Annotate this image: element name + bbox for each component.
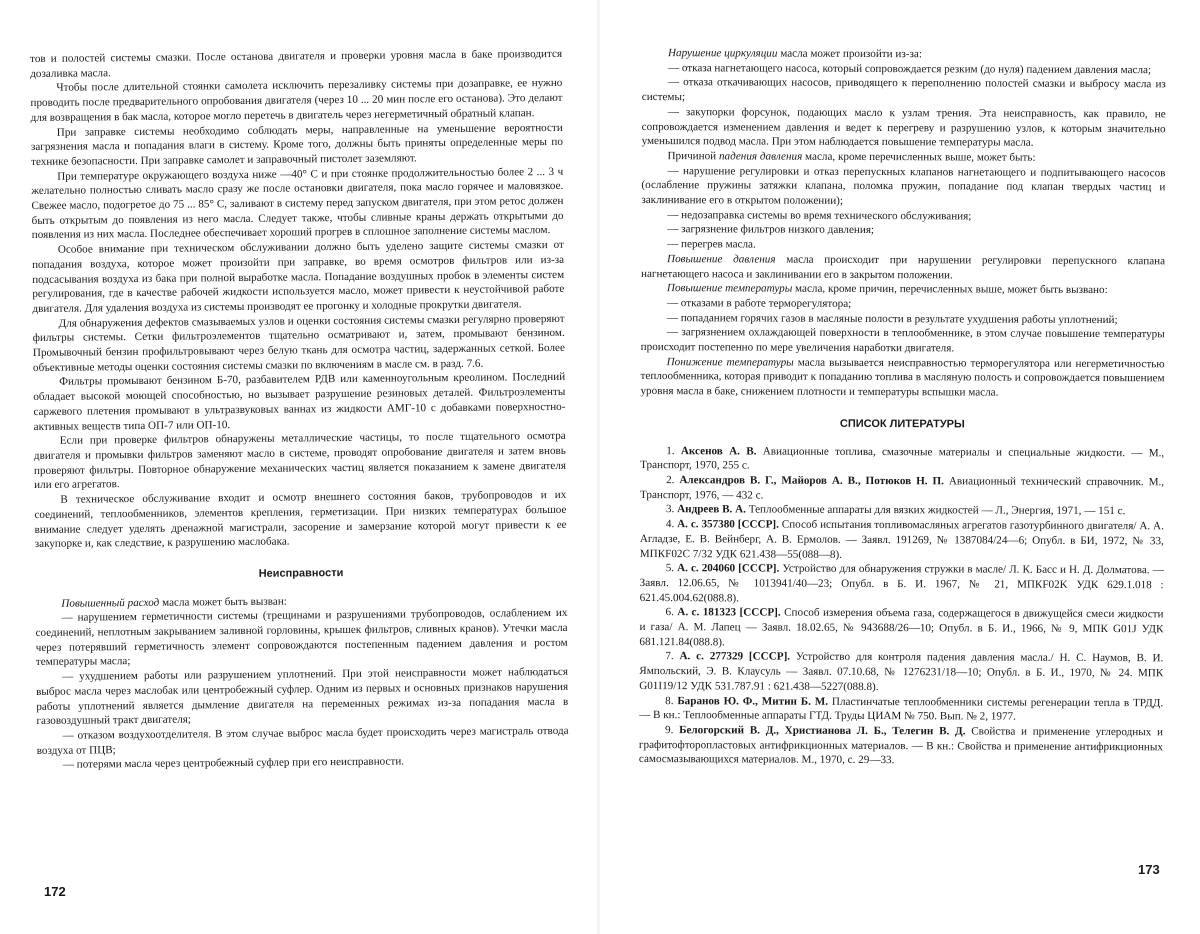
paragraph-text: масла может произойти из-за:	[777, 47, 922, 61]
paragraph: Для обнаружения дефектов смазываемых узлов и оценки состояния системы смазки регулярно проверяют фильтры системы. Сетки фильтроэлементов тщательно осматривают и, затем, промывают бензином. Промывочный бензин профильтровывают через белую ткань для осмотра частиц, задержанных сеткой. Более объективные методы оценки состояния системы смазки по включениям в масле см. в разд. 7.6.	[32, 312, 565, 374]
page-number-right: 173	[1138, 862, 1160, 877]
reference-text: Способ испытания топливомасляных агрегатов газотурбинного двигателя/ А. А. Агладзе, Е. В. Вейнберг, А. В. Ермолов. — Заявл. 191269, № 1387084/24—6; Опубл. в БИ, 1972, № 33, МПКF02C 7/32 УДК 621.438—55(088—8).	[639, 518, 1164, 561]
reference-number: 7.	[665, 650, 680, 663]
paragraph-lead: Причиной	[667, 150, 719, 163]
italic-term: Понижение температуры	[666, 355, 794, 369]
reference-item	[640, 561, 1164, 607]
italic-term: Нарушение циркуляции	[667, 47, 778, 60]
paragraph: Чтобы после длительной стоянки самолета исключить перезаливку системы при дозаправке, ее нужно проводить после предварительного опробования двигателя (через 10 ... 20 мин после его останова). Это делают для возвращения в бак масла, которое могло перетечь в двигатель через негерметичный обратный клапан.	[30, 77, 563, 124]
paragraph: В техническое обслуживание входит и осмотр внешнего состояния баков, трубопроводов и их соединений, теплообменников, элементов крепления, герметизации. При низких температурах большое внимание следует уделять дренажной магистрали, засорение и замерзание которой могут привести к ее закупорке и, как следствие, к разрушению маслобака.	[34, 488, 567, 551]
reference-item	[640, 517, 1164, 563]
reference-author: А. с. 181323 [СССР].	[677, 606, 781, 619]
paragraph	[641, 252, 1165, 284]
paragraph: — попаданием горячих газов в масляные полости в результате ухудшения работы уплотнений;	[666, 311, 1118, 326]
reference-number: 9.	[664, 724, 680, 737]
section-heading-faults: Неисправности	[258, 566, 344, 580]
reference-number: 4.	[665, 518, 678, 531]
paragraph-text: масла может быть вызван:	[159, 595, 287, 609]
section-heading-references: СПИСОК ЛИТЕРАТУРЫ	[839, 417, 965, 431]
paragraph: При заправке системы необходимо соблюдать меры, направленные на уменьшение вероятности загрязнения масла и попадания влаги в систему. Кроме того, должны быть приняты определенные меры по технике безопасности. При заправке самолет и заправочный пистолет заземляют.	[30, 121, 563, 168]
reference-number: 2.	[666, 474, 680, 487]
paragraph-text: масла вызывается неисправностью терморегулятора или негерметичностью теплообменника, которая приводит к попаданию топлива в масляную полость и сопровождается повышением уровня масла в баке, снижением плотности и температуры вспышки масла.	[640, 356, 1165, 399]
reference-item	[639, 723, 1163, 769]
reference-author: Баранов Ю. Ф., Митин Б. М.	[677, 694, 829, 708]
paragraph: — загрязнение фильтров низкого давления;	[667, 223, 875, 237]
paragraph-text: масла, кроме причин, перечисленных выше, может быть вызвано:	[792, 282, 1108, 297]
paragraph: — отказа нагнетающего насоса, который сопровождается резким (до нуля) падением давления масла;	[667, 61, 1152, 76]
fault-paragraph: — нарушением герметичности системы (трещинами и разрушениями трубопроводов, ослаблением их соединений, неплотным закрыванием заливной горловины, крышек фильтров, сливных кранов). Утечки масла через потерявший герметичность элемент сопровождаются постепенным падением давления и ростом температуры масла;	[35, 607, 568, 669]
paragraph: — недозаправка системы во время технического обслуживания;	[667, 208, 972, 223]
fault-paragraph: — потерями масла через центробежный суфлер при его неисправности.	[62, 755, 405, 772]
reference-author: А. с. 277329 [СССР].	[679, 650, 791, 664]
reference-text: Авиационный технический справочник. М., Транспорт, 1976, — 432 с.	[640, 475, 1165, 502]
reference-author: А. с. 204060 [СССР].	[677, 562, 780, 575]
reference-item	[639, 694, 1163, 726]
italic-term: Повышенный расход	[61, 596, 160, 610]
reference-author: Андреев В. А.	[677, 503, 746, 516]
italic-term: Повышение давления	[667, 252, 776, 266]
reference-author: Аксенов А. В.	[680, 444, 757, 458]
reference-item	[639, 649, 1163, 695]
paragraph: Фильтры промывают бензином Б-70, разбавителем РДВ или каменноугольным креолином. Последний обладает высокой моющей способностью, но вызывает разрушение резиновых деталей. Фильтроэлементы саржевого плетения промывают в ультразвуковых ваннах из жидкости АМГ-10 с добавками поверхностно-активных веществ типа ОП-7 или ОП-10.	[33, 371, 566, 433]
reference-number: 8.	[665, 694, 678, 707]
reference-author: Александров В. Г., Майоров А. В., Потюков Н. П.	[679, 474, 944, 488]
paragraph: Особое внимание при техническом обслуживании должно быть уделено защите системы смазки от попадания воздуха, которое может произойти при заправке, во время осмотров фильтров или из-за подсасывания воздуха из бака при полной выработке масла. Попадание воздушных пробок в элементы систем регулирования, где в качестве рабочей жидкости используется масло, может привести к неустойчивой работе двигателя. Для удаления воздуха из системы производят ее прогонку и холодные прокрутки двигателя.	[31, 239, 565, 315]
paragraph: — перегрев масла.	[667, 238, 756, 251]
italic-term: падения давления	[718, 150, 803, 163]
fault-paragraph: — ухудшением работы или разрушением уплотнений. При этой неисправности может наблюдаться выброс масла через маслобак или центробежный суфлер. Одним из первых и основных признаков нарушения работы уплотнений является дымление двигателя на переменных режимах из-за попадания масла в газовоздушный тракт двигателя;	[36, 665, 569, 728]
reference-item	[640, 473, 1164, 505]
page-number-left: 172	[44, 884, 66, 899]
reference-author: Белогорский В. Д., Христианова Л. Б., Телегин В. Д.	[679, 724, 966, 738]
reference-text: Авиационные топлива, смазочные материалы и специальные жидкости. — М., Транспорт, 1970, 255 с.	[640, 445, 1165, 472]
reference-text: Теплообменные аппараты для вязких жидкостей — Л., Энергия, 1971, — 151 с.	[745, 503, 1126, 518]
paragraph: — закупорки форсунок, подающих масло к узлам трения. Эта неисправность, как правило, не сопровождается изменением давления и ведет к перегреву и разрушению узлов, к которым значительно уменьшился подвод масла. При этом наблюдается повышение температуры масла.	[641, 105, 1166, 149]
paragraph: — загрязнением охлаждающей поверхности в теплообменнике, в этом случае повышение температуры происходит постепенно по мере увеличения наработки двигателя.	[640, 326, 1165, 355]
paragraph: — отказами в работе терморегулятора;	[666, 297, 852, 310]
reference-number: 6.	[665, 606, 678, 619]
reference-text: Устройство для обнаружения стружки в масле/ Л. К. Басс и Н. Д. Долматова. — Заявл. 12.06.65, № 1013941/40—23; Опубл. в Б. И. 1967, № 21, МПКF02K УДК 629.1.018 : 621.45.004.62(088.8).	[639, 562, 1164, 605]
right-column	[639, 46, 1166, 769]
paragraph: Если при проверке фильтров обнаружены металлические частицы, то после тщательного осмотра двигателя и промывки фильтров заменяют масло в системе, проводят опробование двигателя и затем вновь проверяют фильтры. Повторное обнаружение механических частиц является показанием к замене двигателя или его агрегатов.	[33, 430, 567, 492]
paragraph: — отказа откачивающих насосов, приводящего к переполнению полостей смазки и выбросу масла из системы;	[641, 76, 1166, 104]
reference-number: 3.	[665, 503, 678, 516]
page-left	[0, 0, 598, 934]
left-column	[30, 47, 569, 773]
paragraph: тов и полостей системы смазки. После останова двигателя и проверки уровня масла в баке производится дозаливка масла.	[30, 47, 563, 80]
reference-text: Пластинчатые теплообменники системы регенерации тепла в ТРДД. — В кн.: Теплообменные аппараты ГТД. Труды ЦИАМ № 750. Вып. № 2, 1977.	[639, 695, 1164, 723]
italic-term: Повышение температуры	[666, 282, 793, 295]
reference-text: Свойства и применение углеродных и графитофторопластовых антифрикционных материалов. — В кн.: Свойства и применение антифрикционных самосмазывающихся материалов. М., 1970, с. 29—33.	[638, 725, 1164, 767]
reference-number: 5.	[665, 562, 678, 575]
fault-paragraph: — отказом воздухоотделителя. В этом случае выброс масла будет происходить через магистраль отвода воздуха от ПЦВ;	[36, 724, 569, 757]
reference-text: Способ измерения объема газа, содержащегося в движущейся смеси жидкости и газа/ А. М. Лапец — Заявл. 18.02.65, № 943688/26—10; Опубл. в Б. И., 1966, № 9, МПК G01J УДК 681.121.84(088.8).	[639, 606, 1164, 649]
reference-author: А. с. 357380 [СССР].	[677, 518, 779, 531]
reference-item	[640, 444, 1164, 476]
paragraph: — нарушение регулировки и отказ перепускных клапанов нагнетающего и подпитывающего насосов (ослабление пружины затяжки клапана, поломка пружин, попадание под клапан твердых частиц и заклинивание его в открытом положении);	[641, 164, 1166, 207]
reference-item	[639, 605, 1163, 651]
paragraph-text: масла, кроме перечисленных выше, может быть:	[802, 150, 1036, 164]
page-right	[600, 0, 1200, 934]
reference-number: 1.	[666, 444, 681, 457]
reference-text: Устройство для контроля падения давления масла./ Н. С. Наумов, В. И. Ямпольский, Э. В. Клаусуль — Заявл. 07.10.68, № 1276231/18—10; Опубл. в Б. И., 1970, № 24. МПК G01I19/12 УДК 531.787.91 : 621.438—5227(088.8).	[639, 651, 1164, 693]
paragraph-text: масла происходит при нарушении регулировки перепускного клапана нагнетающего насоса и заклинивании его в закрытом положении.	[640, 253, 1166, 281]
paragraph: При температуре окружающего воздуха ниже —40° С и при стоянке продолжительностью более 2 ... 3 ч желательно полностью сливать масло сразу же после остановки двигателя, пока масло горячее и маловязкое. Свежее масло, подогретое до 75 ... 85° С, заливают в систему перед запуском двигателя, при этом ретос должен быть открытым до появления из него масла. Следует также, чтобы сливные краны держать открытыми до появления из них масла. Последнее обеспечивает хороший прогрев в сплошное заполнение системы маслом.	[31, 165, 564, 242]
paragraph	[640, 355, 1164, 401]
